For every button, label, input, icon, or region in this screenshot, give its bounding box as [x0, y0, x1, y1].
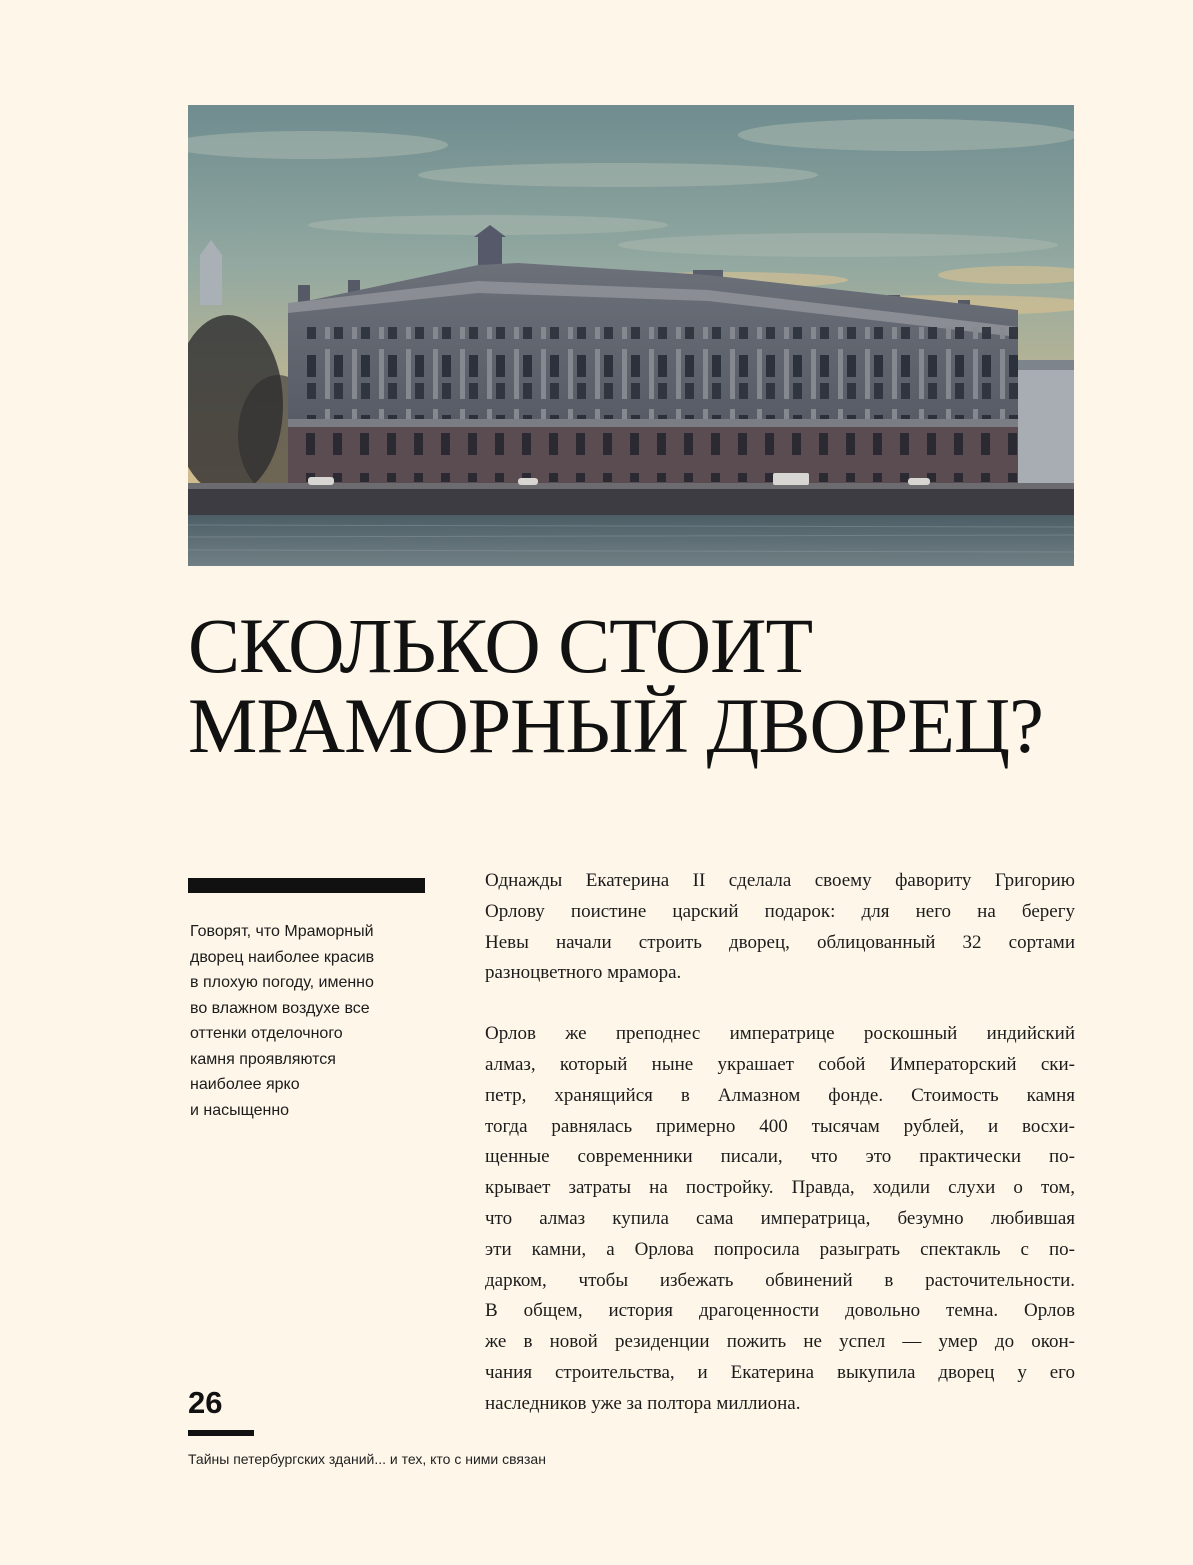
page-number-rule — [188, 1430, 254, 1436]
sidenote-line: Говорят, что Мраморный — [190, 923, 374, 940]
sidenote-line: дворец наиболее красив — [190, 948, 375, 966]
sidenote-line: камня проявляются — [190, 1050, 336, 1068]
body-line: В общем, история драгоценности довольно темна. Орлов — [485, 1300, 1075, 1322]
body-line: чания строительства, и Екатерина выкупила дворец у его — [485, 1361, 1075, 1383]
sidenote-line: и насыщенно — [190, 1101, 290, 1119]
palace-photo-illustration — [188, 105, 1074, 566]
sidenote-line: оттенки отделочного — [190, 1025, 343, 1042]
body-line: разноцветного мрамора. — [485, 962, 682, 984]
sidenote — [190, 919, 430, 1123]
body-line: Невы начали строить дворец, облицованный 32 сортами — [485, 931, 1075, 953]
sidenote-rule — [188, 878, 425, 893]
body-line: алмаз, который ныне украшает собой Императорский ски- — [485, 1053, 1075, 1075]
sidenote-line: во влажном воздухе все — [190, 999, 370, 1017]
paragraph-2 — [485, 1019, 1075, 1419]
body-line: щенные современники писали, что это практически по- — [485, 1146, 1075, 1168]
body-line: петр, хранящийся в Алмазном фонде. Стоимость камня — [485, 1084, 1075, 1106]
page-number: 26 — [188, 1385, 223, 1420]
article-body — [485, 866, 1075, 1420]
sidenote-line: в плохую погоду, именно — [190, 974, 374, 991]
body-line: эти камни, а Орлова попросила разыграть спектакль с по- — [485, 1238, 1075, 1260]
title-line-1: СКОЛЬКО СТОИТ — [188, 602, 813, 689]
body-line: Орлову поистине царский подарок: для него на берегу — [485, 900, 1075, 922]
body-line: наследников уже за полтора миллиона. — [485, 1392, 801, 1414]
palace-photo — [188, 105, 1074, 566]
body-line: что алмаз купила сама императрица, безумно любившая — [485, 1207, 1075, 1229]
body-line: дарком, чтобы избежать обвинений в расточительности. — [485, 1269, 1075, 1291]
body-line: же в новой резиденции пожить не успел — умер до окон- — [485, 1331, 1075, 1353]
body-line: Орлов же преподнес императрице роскошный индийский — [485, 1023, 1075, 1045]
body-line: тогда равнялась примерно 400 тысячам рублей, и восхи- — [485, 1115, 1075, 1137]
running-footer: Тайны петербургских зданий... и тех, кто с ними связан — [188, 1451, 546, 1467]
paragraph-1 — [485, 866, 1075, 989]
body-line: Однажды Екатерина II сделала своему фавориту Григорию — [485, 870, 1075, 891]
body-line: крывает затраты на постройку. Правда, ходили слухи о том, — [485, 1177, 1075, 1199]
article-title — [188, 602, 1088, 769]
sidenote-line: наиболее ярко — [190, 1076, 300, 1093]
title-line-2: МРАМОРНЫЙ ДВОРЕЦ? — [188, 682, 1043, 769]
